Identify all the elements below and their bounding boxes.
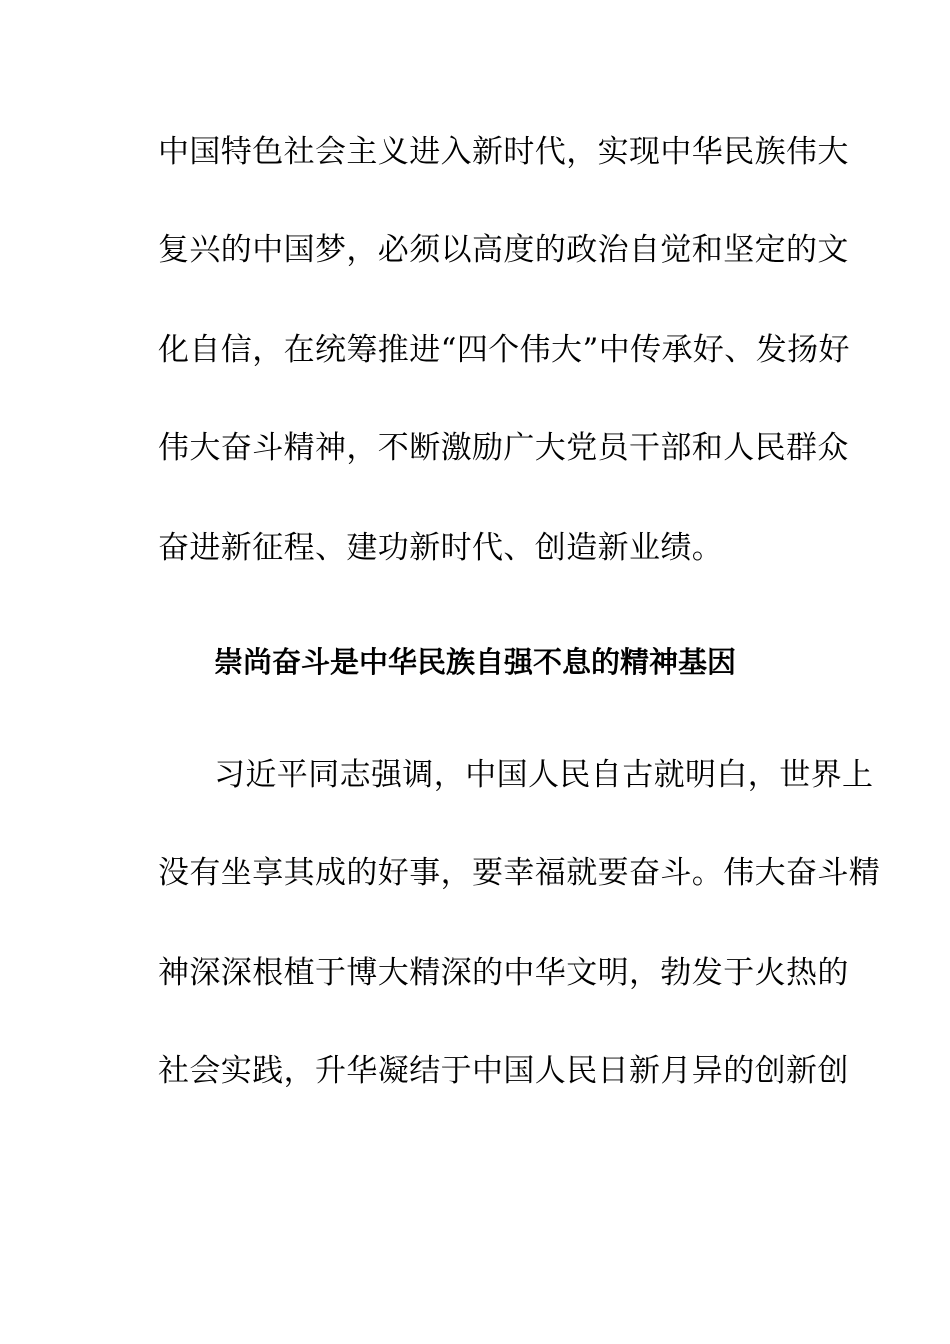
paragraph-line: 中国特色社会主义进入新时代，实现中华民族伟大: [158, 134, 849, 170]
paragraph-line: 神深深根植于博大精深的中华文明，勃发于火热的: [158, 955, 849, 991]
paragraph-line: 没有坐享其成的好事，要幸福就要奋斗。伟大奋斗精: [158, 855, 881, 891]
section-heading: 崇尚奋斗是中华民族自强不息的精神基因: [213, 645, 736, 679]
paragraph-line: 奋进新征程、建功新时代、创造新业绩。: [158, 530, 724, 566]
paragraph-line: 化自信，在统筹推进“四个伟大”中传承好、发扬好: [158, 332, 850, 368]
paragraph-line: 伟大奋斗精神，不断激励广大党员干部和人民群众: [158, 430, 849, 466]
paragraph-line: 复兴的中国梦，必须以高度的政治自觉和坚定的文: [158, 232, 849, 268]
paragraph-line: 社会实践，升华凝结于中国人民日新月异的创新创: [158, 1053, 849, 1089]
paragraph-line-indented: 习近平同志强调，中国人民自古就明白，世界上: [214, 757, 874, 793]
